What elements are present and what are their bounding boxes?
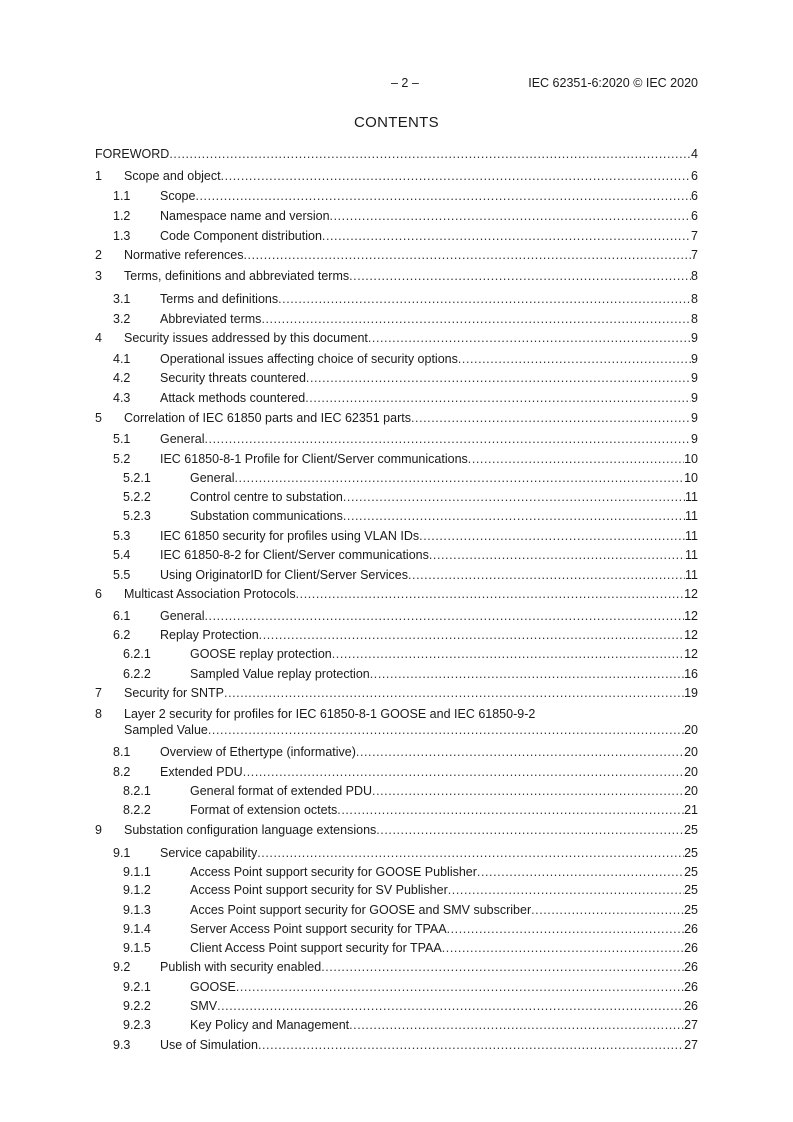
toc-page-number: 9 bbox=[691, 331, 698, 345]
toc-page-number: 27 bbox=[684, 1018, 698, 1032]
toc-entry[interactable] bbox=[95, 646, 698, 662]
toc-entry[interactable] bbox=[95, 706, 698, 738]
toc-leader-dots bbox=[468, 451, 684, 467]
toc-leader-dots bbox=[208, 722, 684, 738]
toc-entry[interactable] bbox=[95, 959, 698, 975]
toc-entry-number: 4.3 bbox=[113, 391, 131, 405]
toc-entry-number: 9.1 bbox=[113, 846, 131, 860]
toc-page-number: 11 bbox=[685, 509, 698, 523]
toc-entry-title: Operational issues affecting choice of security options bbox=[160, 352, 458, 366]
toc-page-number: 9 bbox=[691, 432, 698, 446]
toc-page-number: 26 bbox=[684, 941, 698, 955]
toc-page-number: 20 bbox=[684, 765, 698, 779]
toc-entry-number: 9.2.2 bbox=[123, 999, 151, 1013]
toc-entry-number: 7 bbox=[95, 686, 102, 700]
toc-entry-number: 1.1 bbox=[113, 189, 131, 203]
toc-leader-dots bbox=[349, 1017, 684, 1033]
toc-entry-title-line: Layer 2 security for profiles for IEC 61850-8-1 GOOSE and IEC 61850-9-2 bbox=[124, 707, 536, 721]
toc-page-number: 10 bbox=[684, 471, 698, 485]
toc-leader-dots bbox=[442, 940, 684, 956]
toc-entry-title: Client Access Point support security for TPAA bbox=[190, 941, 442, 955]
toc-entry-number: 9 bbox=[95, 823, 102, 837]
toc-entry-number: 3 bbox=[95, 269, 102, 283]
toc-page-number: 25 bbox=[684, 903, 698, 917]
toc-leader-dots bbox=[447, 921, 685, 937]
toc-entry-number: 5.2.3 bbox=[123, 509, 151, 523]
toc-entry-number: 6.1 bbox=[113, 609, 131, 623]
toc-entry-number: 6 bbox=[95, 587, 102, 601]
toc-leader-dots bbox=[343, 508, 685, 524]
toc-page-number: 27 bbox=[684, 1038, 698, 1052]
toc-entry[interactable] bbox=[95, 390, 698, 406]
toc-leader-dots bbox=[337, 802, 684, 818]
toc-page-number: 12 bbox=[684, 587, 698, 601]
toc-entry[interactable] bbox=[95, 627, 698, 643]
toc-page-number: 26 bbox=[684, 980, 698, 994]
toc-entry[interactable] bbox=[95, 247, 698, 263]
toc-page-number: 19 bbox=[684, 686, 698, 700]
toc-leader-dots bbox=[217, 998, 684, 1014]
toc-entry[interactable] bbox=[95, 431, 698, 447]
toc-entry-number: 5.2 bbox=[113, 452, 131, 466]
toc-entry[interactable] bbox=[95, 208, 698, 224]
toc-entry-title: Substation communications bbox=[190, 509, 343, 523]
toc-entry[interactable] bbox=[95, 998, 698, 1014]
toc-entry[interactable] bbox=[95, 268, 698, 284]
toc-page-number: 26 bbox=[684, 922, 698, 936]
toc-page-number: 7 bbox=[691, 248, 698, 262]
toc-entry-title: Namespace name and version bbox=[160, 209, 330, 223]
toc-leader-dots bbox=[244, 247, 692, 263]
toc-leader-dots bbox=[531, 902, 684, 918]
toc-entry-number: 8.2.2 bbox=[123, 803, 151, 817]
toc-entry-number: 5.1 bbox=[113, 432, 131, 446]
toc-entry[interactable] bbox=[95, 921, 698, 937]
toc-entry[interactable] bbox=[95, 764, 698, 780]
toc-leader-dots bbox=[296, 586, 684, 602]
toc-page-number: 26 bbox=[684, 960, 698, 974]
toc-entry[interactable] bbox=[95, 685, 698, 701]
toc-entry[interactable] bbox=[95, 370, 698, 386]
toc-entry-title: Key Policy and Management bbox=[190, 1018, 350, 1032]
toc-entry[interactable] bbox=[95, 351, 698, 367]
toc-entry-title: Use of Simulation bbox=[160, 1038, 258, 1052]
toc-entry-title: Terms, definitions and abbreviated terms bbox=[124, 269, 350, 283]
toc-entry-title: Control centre to substation bbox=[190, 490, 343, 504]
toc-leader-dots bbox=[419, 528, 685, 544]
toc-leader-dots bbox=[305, 390, 691, 406]
toc-entry[interactable] bbox=[95, 845, 698, 861]
toc-leader-dots bbox=[236, 979, 684, 995]
toc-entry-number: 6.2 bbox=[113, 628, 131, 642]
toc-entry-number: 4 bbox=[95, 331, 102, 345]
toc-entry[interactable] bbox=[95, 311, 698, 327]
toc-entry[interactable] bbox=[95, 608, 698, 624]
toc-entry-number: 9.1.1 bbox=[123, 865, 151, 879]
toc-entry-title: Scope and object bbox=[124, 169, 221, 183]
toc-entry[interactable] bbox=[95, 146, 698, 162]
toc-entry[interactable] bbox=[95, 783, 698, 799]
toc-entry[interactable] bbox=[95, 666, 698, 682]
toc-page-number: 10 bbox=[684, 452, 698, 466]
toc-page-number: 9 bbox=[691, 391, 698, 405]
toc-leader-dots bbox=[278, 291, 691, 307]
toc-leader-dots bbox=[343, 489, 685, 505]
toc-leader-dots bbox=[349, 268, 691, 284]
toc-entry-title: General bbox=[190, 471, 235, 485]
toc-entry[interactable] bbox=[95, 451, 698, 467]
toc-page-number: 11 bbox=[685, 568, 698, 582]
toc-page-number: 7 bbox=[691, 229, 698, 243]
toc-leader-dots bbox=[258, 1037, 684, 1053]
toc-leader-dots bbox=[477, 864, 684, 880]
toc-page-number: 20 bbox=[684, 745, 698, 759]
toc-leader-dots bbox=[306, 370, 691, 386]
toc-page-number: 6 bbox=[691, 189, 698, 203]
toc-entry-number: 8.1 bbox=[113, 745, 131, 759]
toc-entry-title: SMV bbox=[190, 999, 218, 1013]
toc-entry-number: 4.2 bbox=[113, 371, 131, 385]
toc-leader-dots bbox=[261, 311, 691, 327]
toc-entry-title: Scope bbox=[160, 189, 196, 203]
toc-entry-title: Correlation of IEC 61850 parts and IEC 62351 parts bbox=[124, 411, 411, 425]
toc-page-number: 11 bbox=[685, 548, 698, 562]
toc-entry-number: 4.1 bbox=[113, 352, 131, 366]
toc-entry-number: 9.1.2 bbox=[123, 883, 151, 897]
toc-entry-number: 5.2.2 bbox=[123, 490, 151, 504]
toc-entry-title: Security for SNTP bbox=[124, 686, 225, 700]
toc-entry[interactable] bbox=[95, 902, 698, 918]
toc-entry-number: 5.2.1 bbox=[123, 471, 151, 485]
toc-entry[interactable] bbox=[95, 940, 698, 956]
toc-entry-number: 2 bbox=[95, 248, 102, 262]
toc-entry[interactable] bbox=[95, 188, 698, 204]
toc-leader-dots bbox=[221, 168, 691, 184]
toc-leader-dots bbox=[257, 845, 684, 861]
toc-entry-number: 8.2 bbox=[113, 765, 131, 779]
toc-page-number: 9 bbox=[691, 411, 698, 425]
toc-entry-title: Format of extension octets bbox=[190, 803, 338, 817]
toc-entry-title: Attack methods countered bbox=[160, 391, 306, 405]
page-header bbox=[95, 76, 698, 92]
toc-entry-title: Replay Protection bbox=[160, 628, 259, 642]
toc-entry-title: GOOSE bbox=[190, 980, 236, 994]
toc-page-number: 8 bbox=[691, 292, 698, 306]
toc-entry-title: Acces Point support security for GOOSE and SMV subscriber bbox=[190, 903, 532, 917]
toc-page-number: 9 bbox=[691, 371, 698, 385]
toc-entry-title: Using OriginatorID for Client/Server Services bbox=[160, 568, 408, 582]
toc-page-number: 26 bbox=[684, 999, 698, 1013]
toc-entry[interactable] bbox=[95, 470, 698, 486]
toc-page-number: 6 bbox=[691, 209, 698, 223]
toc-leader-dots bbox=[321, 959, 684, 975]
toc-leader-dots bbox=[224, 685, 684, 701]
toc-leader-dots bbox=[330, 208, 692, 224]
toc-entry[interactable] bbox=[95, 508, 698, 524]
toc-page-number: 21 bbox=[684, 803, 698, 817]
toc-entry[interactable] bbox=[95, 489, 698, 505]
toc-entry-title: Terms and definitions bbox=[160, 292, 279, 306]
toc-page-number: 8 bbox=[691, 269, 698, 283]
toc-entry-title: Sampled Value replay protection bbox=[190, 667, 370, 681]
toc-entry-title: General format of extended PDU bbox=[190, 784, 373, 798]
toc-entry[interactable] bbox=[95, 864, 698, 880]
toc-entry-number: 5.4 bbox=[113, 548, 131, 562]
toc-leader-dots bbox=[448, 882, 684, 898]
toc-entry-title: Normative references bbox=[124, 248, 244, 262]
toc-entry[interactable] bbox=[95, 528, 698, 544]
toc-entry-number: 9.3 bbox=[113, 1038, 131, 1052]
toc-page-number: 9 bbox=[691, 352, 698, 366]
toc-entry-title: IEC 61850-8-2 for Client/Server communications bbox=[160, 548, 429, 562]
toc-entry[interactable] bbox=[95, 744, 698, 760]
toc-page-number: 12 bbox=[684, 628, 698, 642]
document-identifier: IEC 62351-6:2020 © IEC 2020 bbox=[528, 76, 698, 90]
toc-entry-number: 8 bbox=[95, 707, 102, 721]
toc-entry[interactable] bbox=[95, 410, 698, 426]
toc-entry-number: 9.2.3 bbox=[123, 1018, 151, 1032]
toc-leader-dots bbox=[259, 627, 684, 643]
contents-title: CONTENTS bbox=[354, 114, 439, 131]
toc-entry-title: Security issues addressed by this document bbox=[124, 331, 368, 345]
toc-entry-title: Multicast Association Protocols bbox=[124, 587, 296, 601]
toc-page-number: 12 bbox=[684, 609, 698, 623]
toc-entry-title: FOREWORD bbox=[95, 147, 170, 161]
toc-leader-dots bbox=[376, 822, 684, 838]
toc-leader-dots bbox=[408, 567, 685, 583]
toc-page-number: 20 bbox=[684, 784, 698, 798]
toc-entry-number: 5 bbox=[95, 411, 102, 425]
toc-entry-title: IEC 61850 security for profiles using VLAN IDs bbox=[160, 529, 420, 543]
toc-page-number: 25 bbox=[684, 865, 698, 879]
toc-entry-number: 1.2 bbox=[113, 209, 131, 223]
toc-entry[interactable] bbox=[95, 168, 698, 184]
toc-entry-title: Extended PDU bbox=[160, 765, 243, 779]
toc-entry-title: Overview of Ethertype (informative) bbox=[160, 745, 356, 759]
toc-entry[interactable] bbox=[95, 547, 698, 563]
toc-entry-title: GOOSE replay protection bbox=[190, 647, 332, 661]
toc-entry-title: Access Point support security for SV Publisher bbox=[190, 883, 448, 897]
toc-entry-number: 9.2 bbox=[113, 960, 131, 974]
toc-page-number: 16 bbox=[684, 667, 698, 681]
toc-entry[interactable] bbox=[95, 330, 698, 346]
toc-entry[interactable] bbox=[95, 802, 698, 818]
toc-entry-number: 1 bbox=[95, 169, 102, 183]
toc-leader-dots bbox=[234, 470, 684, 486]
toc-entry-title: Sampled Value bbox=[124, 723, 208, 737]
toc-page-number: 11 bbox=[685, 490, 698, 504]
toc-entry-title: Security threats countered bbox=[160, 371, 306, 385]
toc-entry-title: IEC 61850-8-1 Profile for Client/Server communications bbox=[160, 452, 468, 466]
toc-leader-dots bbox=[411, 410, 691, 426]
toc-leader-dots bbox=[169, 146, 691, 162]
toc-entry-title: General bbox=[160, 609, 205, 623]
toc-leader-dots bbox=[243, 764, 684, 780]
toc-leader-dots bbox=[429, 547, 685, 563]
toc-entry-number: 8.2.1 bbox=[123, 784, 151, 798]
toc-entry[interactable] bbox=[95, 822, 698, 838]
toc-entry[interactable] bbox=[95, 567, 698, 583]
toc-leader-dots bbox=[204, 608, 684, 624]
toc-leader-dots bbox=[356, 744, 684, 760]
toc-page-number: 4 bbox=[691, 147, 698, 161]
toc-leader-dots bbox=[204, 431, 691, 447]
toc-entry-title: Access Point support security for GOOSE Publisher bbox=[190, 865, 477, 879]
toc-entry-title: Publish with security enabled bbox=[160, 960, 322, 974]
toc-page-number: 6 bbox=[691, 169, 698, 183]
toc-entry[interactable] bbox=[95, 291, 698, 307]
toc-entry-number: 1.3 bbox=[113, 229, 131, 243]
toc-entry-title: General bbox=[160, 432, 205, 446]
toc-entry[interactable] bbox=[95, 1017, 698, 1033]
toc-entry-number: 9.2.1 bbox=[123, 980, 151, 994]
toc-page-number: 8 bbox=[691, 312, 698, 326]
toc-leader-dots bbox=[322, 228, 691, 244]
toc-page-number: 11 bbox=[685, 529, 698, 543]
toc-entry-title: Service capability bbox=[160, 846, 258, 860]
toc-leader-dots bbox=[372, 783, 684, 799]
toc-entry[interactable] bbox=[95, 979, 698, 995]
toc-page-number: 25 bbox=[684, 846, 698, 860]
toc-page-number: 25 bbox=[684, 883, 698, 897]
toc-entry[interactable] bbox=[95, 228, 698, 244]
toc-entry-number: 5.5 bbox=[113, 568, 131, 582]
toc-page-number: 12 bbox=[684, 647, 698, 661]
toc-entry[interactable] bbox=[95, 1037, 698, 1053]
toc-leader-dots bbox=[370, 666, 684, 682]
toc-page-number: 25 bbox=[684, 823, 698, 837]
toc-entry-number: 6.2.1 bbox=[123, 647, 151, 661]
toc-entry-number: 6.2.2 bbox=[123, 667, 151, 681]
toc-entry-title: Code Component distribution bbox=[160, 229, 322, 243]
page-number: – 2 – bbox=[391, 76, 419, 90]
toc-entry-title: Substation configuration language extensions bbox=[124, 823, 377, 837]
toc-entry[interactable] bbox=[95, 586, 698, 602]
toc-leader-dots bbox=[332, 646, 684, 662]
toc-leader-dots bbox=[195, 188, 691, 204]
toc-entry-number: 9.1.3 bbox=[123, 903, 151, 917]
toc-leader-dots bbox=[458, 351, 691, 367]
toc-entry-number: 3.1 bbox=[113, 292, 131, 306]
toc-entry-number: 9.1.5 bbox=[123, 941, 151, 955]
toc-entry-title: Abbreviated terms bbox=[160, 312, 262, 326]
toc-entry-number: 5.3 bbox=[113, 529, 131, 543]
toc-entry[interactable] bbox=[95, 882, 698, 898]
toc-entry-title: Server Access Point support security for TPAA bbox=[190, 922, 447, 936]
toc-leader-dots bbox=[368, 330, 691, 346]
toc-entry-number: 3.2 bbox=[113, 312, 131, 326]
toc-page-number: 20 bbox=[684, 723, 698, 737]
toc-entry-number: 9.1.4 bbox=[123, 922, 151, 936]
